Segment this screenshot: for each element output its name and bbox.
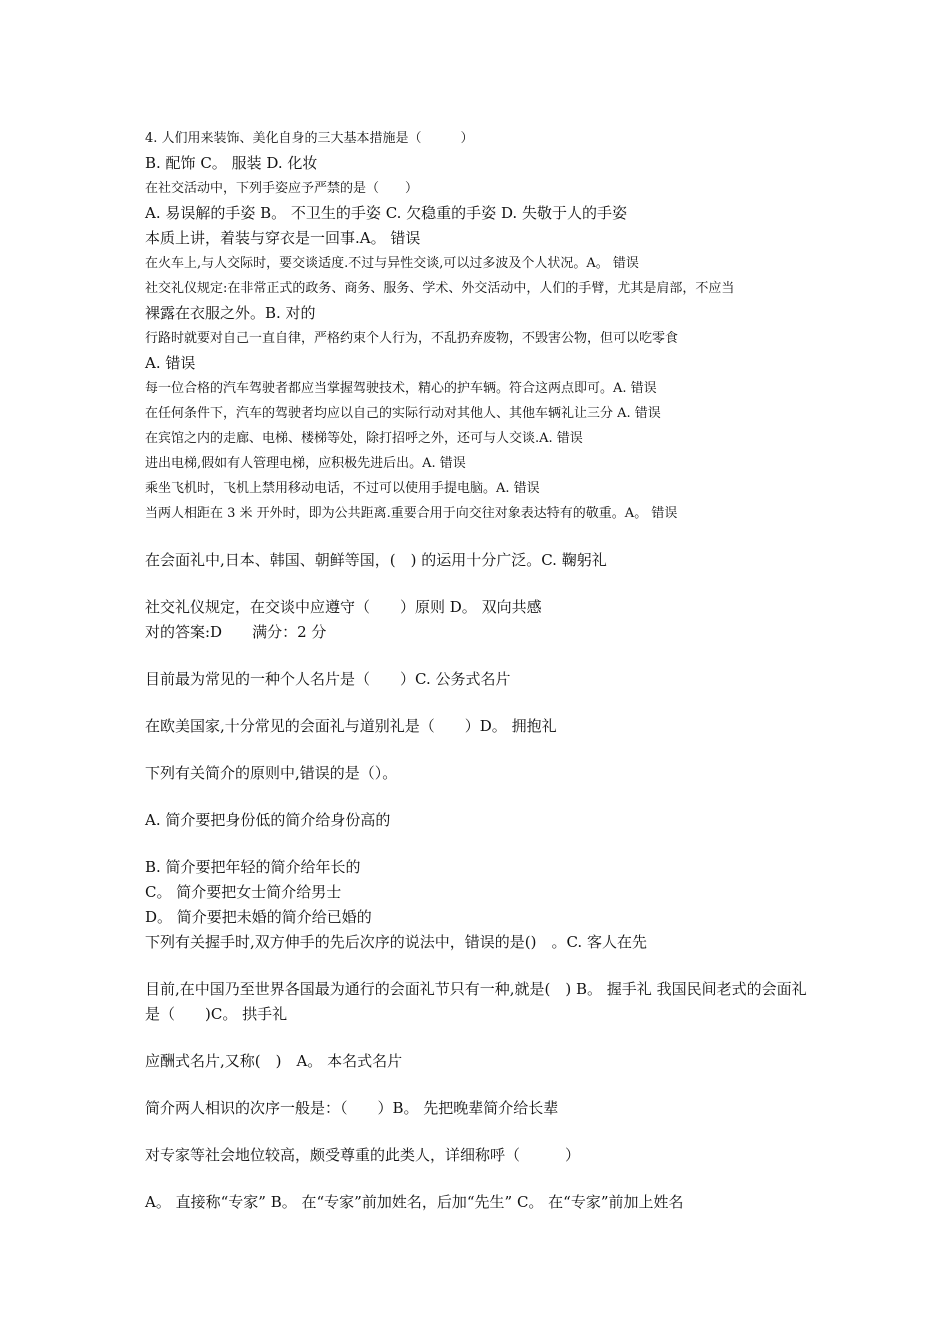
text-line: 进出电梯,假如有人管理电梯，应积极先进后出。A. 错误	[145, 456, 466, 471]
text-line: B. 配饰 C。 服装 D. 化妆	[145, 154, 318, 172]
text-line: 裸露在衣服之外。B. 对的	[145, 304, 316, 322]
text-line: 下列有关握手时,双方伸手的先后次序的说法中，错误的是() 。C. 客人在先	[145, 933, 647, 951]
text-line: 每一位合格的汽车驾驶者都应当掌握驾驶技术，精心的护车辆。符合这两点即可。A. 错误	[145, 381, 657, 396]
text-line: 在会面礼中,日本、韩国、朝鲜等国，( ) 的运用十分广泛。C. 鞠躬礼	[145, 551, 607, 569]
text-line: 在宾馆之内的走廊、电梯、楼梯等处，除打招呼之外，还可与人交谈.A. 错误	[145, 431, 583, 446]
text-line: 社交礼仪规定:在非常正式的政务、商务、服务、学术、外交活动中，人们的手臂，尤其是肩部，不应当	[145, 281, 735, 296]
text-line: D。 简介要把未婚的简介给已婚的	[145, 908, 372, 926]
text-line: A。 直接称“专家” B。 在“专家”前加姓名，后加“先生” C。 在“专家”前加上姓名	[145, 1193, 684, 1211]
text-line: 在任何条件下，汽车的驾驶者均应以自己的实际行动对其他人、其他车辆礼让三分 A. 错误	[145, 406, 661, 421]
text-line: 社交礼仪规定，在交谈中应遵守（ ）原则 D。 双向共感	[145, 598, 542, 616]
document-body	[145, 126, 815, 1215]
text-line: 乘坐飞机时，飞机上禁用移动电话，不过可以使用手提电脑。A. 错误	[145, 481, 540, 496]
text-line: C。 简介要把女士简介给男士	[145, 883, 342, 901]
text-line: 当两人相距在 3 米 开外时，即为公共距离.重要合用于向交往对象表达特有的敬重。A。 错误	[145, 506, 678, 521]
text-line: A. 简介要把身份低的简介给身份高的	[145, 811, 391, 829]
text-line: 应酬式名片,又称( ) A。 本名式名片	[145, 1052, 403, 1070]
text-line: 目前,在中国乃至世界各国最为通行的会面礼节只有一种,就是( ) B。 握手礼 我国民间老式的会面礼是（ )C。 拱手礼	[145, 980, 807, 1023]
text-line: A. 易误解的手姿 B。 不卫生的手姿 C. 欠稳重的手姿 D. 失敬于人的手姿	[145, 204, 627, 222]
text-line: 下列有关简介的原则中,错误的是（）。	[145, 764, 398, 782]
text-line: 目前最为常见的一种个人名片是（ ）C. 公务式名片	[145, 670, 511, 688]
text-line: 简介两人相识的次序一般是：（ ）B。 先把晚辈简介给长辈	[145, 1099, 559, 1117]
text-line: A. 错误	[145, 354, 196, 372]
text-line: 在欧美国家,十分常见的会面礼与道别礼是（ ）D。 拥抱礼	[145, 717, 557, 735]
text-line: 在社交活动中，下列手姿应予严禁的是（ ）	[145, 181, 419, 196]
text-line: B. 简介要把年轻的简介给年长的	[145, 858, 361, 876]
text-line: 在火车上,与人交际时，要交谈适度.不过与异性交谈,可以过多波及个人状况。A。 错误	[145, 256, 639, 271]
text-line: 4. 人们用来装饰、美化自身的三大基本措施是（ ）	[145, 131, 474, 146]
text-line: 对专家等社会地位较高，颇受尊重的此类人，详细称呼（ ）	[145, 1146, 581, 1164]
text-line: 本质上讲，着装与穿衣是一回事.A。 错误	[145, 229, 421, 247]
text-line: 行路时就要对自己一直自律，严格约束个人行为，不乱扔弃废物，不毁害公物，但可以吃零食	[145, 331, 679, 346]
text-line: 对的答案:D 满分：2 分	[145, 623, 327, 641]
